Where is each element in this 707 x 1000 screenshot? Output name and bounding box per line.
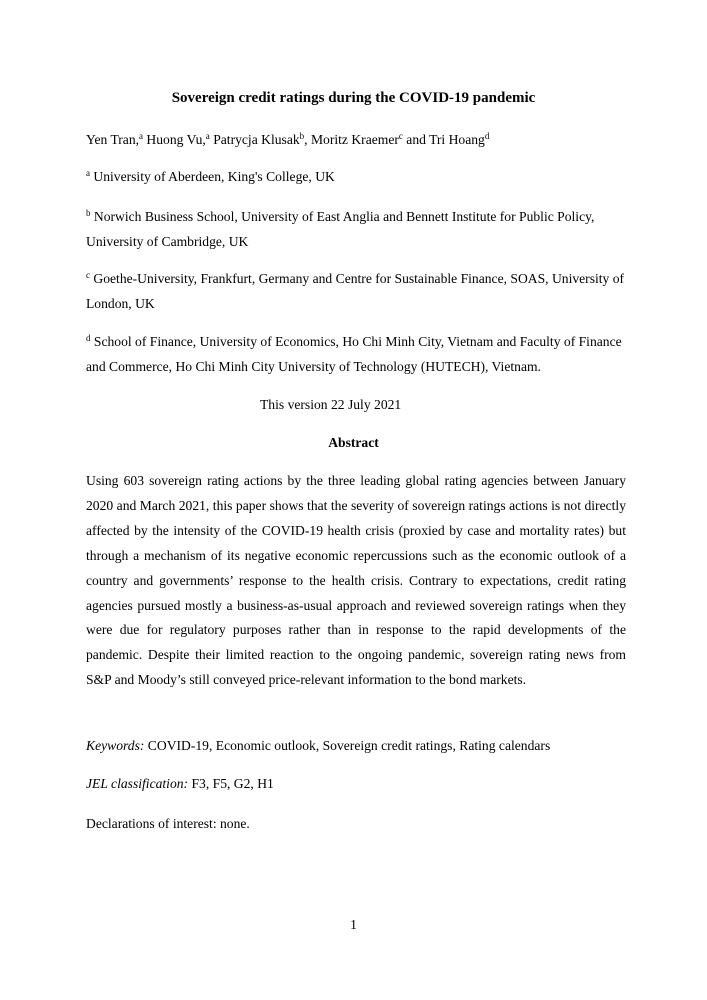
abstract-heading: Abstract — [328, 435, 379, 450]
author-name: , Moritz Kraemer — [304, 132, 399, 147]
author-line — [86, 127, 626, 152]
affiliation-text: Goethe-University, Frankfurt, Germany and Centre for Sustainable Finance, SOAS, University of London, UK — [86, 271, 625, 311]
author-name: Yen Tran, — [86, 132, 140, 147]
affiliation-mark: a — [139, 131, 144, 141]
affiliation-text: University of Aberdeen, King's College, UK — [90, 169, 335, 184]
affiliation-mark: b — [86, 208, 91, 218]
jel-label: JEL classification: — [86, 776, 189, 791]
affiliation-mark: c — [398, 131, 403, 141]
keywords-label: Keywords: — [86, 738, 145, 753]
affiliation-b — [86, 204, 626, 254]
affiliation-mark: c — [86, 270, 90, 280]
affiliation-text: School of Finance, University of Economics, Ho Chi Minh City, Vietnam and Faculty of Finance and Commerce, Ho Chi Minh City University of Technology (HUTECH), Vietnam. — [86, 334, 622, 374]
version-date: This version 22 July 2021 — [260, 397, 402, 412]
affiliation-mark: a — [86, 168, 90, 178]
affiliation-mark: a — [205, 131, 210, 141]
keywords-line — [86, 733, 626, 758]
affiliation-a — [86, 164, 626, 189]
affiliation-mark: b — [299, 131, 305, 141]
declarations: Declarations of interest: none. — [86, 816, 250, 831]
affiliation-d — [86, 329, 626, 379]
abstract-body: Using 603 sovereign rating actions by the three leading global rating agencies between January 2020 and March 2021, this paper shows that the severity of sovereign ratings actions is not directly affected by the intensity of the COVID-19 health crisis (proxied by case and mortality rates) but through a mechanism of its negative economic repercussions such as the economic outlook of a country and governments’ response to the health crisis. Contrary to expectations, credit rating agencies pursued mostly a business-as-usual approach and reviewed sovereign ratings when they were due for regulatory purposes rather than in response to the rapid developments of the pandemic. Despite their limited reaction to the ongoing pandemic, sovereign rating news from S&P and Moody’s still conveyed price-relevant information to the bond markets. — [86, 473, 626, 688]
jel-line — [86, 771, 626, 796]
author-name: Patrycja Klusak — [209, 132, 300, 147]
paper-title: Sovereign credit ratings during the COVID-19 pandemic — [171, 90, 536, 106]
affiliation-mark: d — [484, 131, 490, 141]
page-number: 1 — [350, 917, 357, 932]
keywords-text: COVID-19, Economic outlook, Sovereign credit ratings, Rating calendars — [144, 738, 551, 753]
affiliation-mark: d — [86, 333, 91, 343]
author-name: Huong Vu, — [143, 132, 206, 147]
affiliation-c — [86, 266, 626, 316]
jel-codes: F3, F5, G2, H1 — [188, 776, 274, 791]
author-name: and Tri Hoang — [402, 132, 485, 147]
affiliation-text: Norwich Business School, University of East Anglia and Bennett Institute for Public Policy, University of Cambridge, UK — [86, 209, 595, 249]
